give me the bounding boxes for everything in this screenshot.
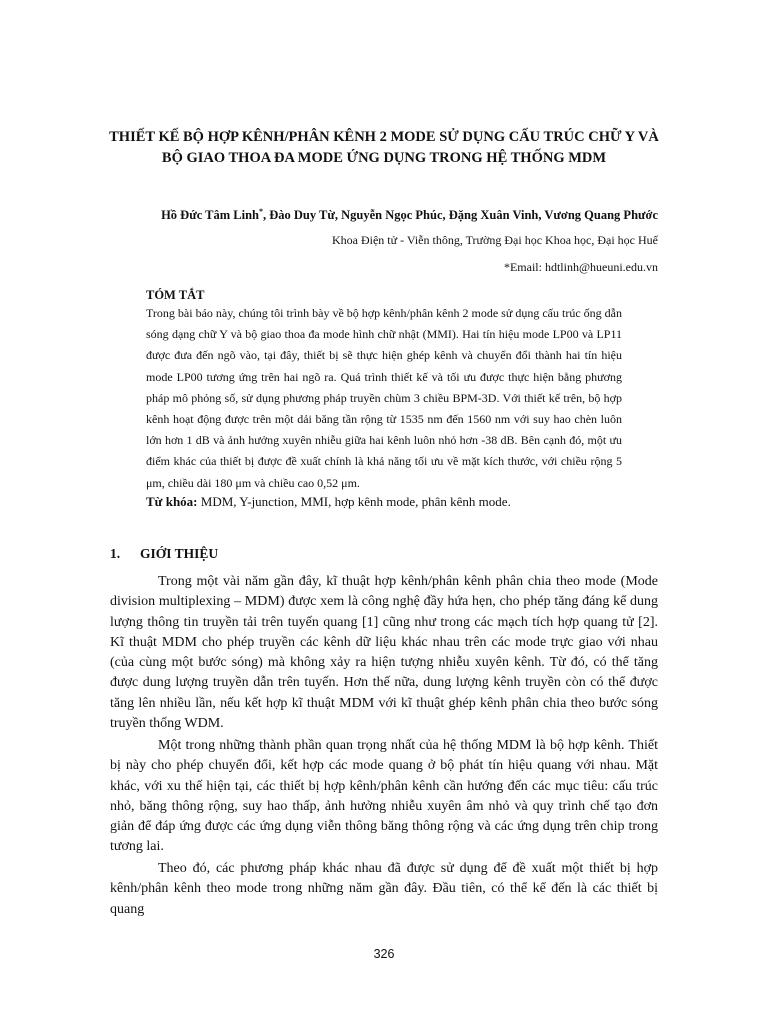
- section-number: 1.: [110, 546, 121, 561]
- first-author: Hồ Đức Tâm Linh: [161, 208, 259, 223]
- contact-email: *Email: hdtlinh@hueuni.edu.vn: [503, 260, 658, 274]
- section-title: GIỚI THIỆU: [140, 546, 219, 561]
- affiliation: Khoa Điện tử - Viễn thông, Trường Đại học Khoa học, Đại học Huế: [331, 233, 658, 247]
- body-paragraph: Một trong những thành phần quan trọng nhất của hệ thống MDM là bộ hợp kênh. Thiết bị này cho phép chuyển đổi, kết hợp các mode quang ở bộ phát tín hiệu quang với nhau. Mặt khác, với xu thế hiện tại, các thiết bị hợp kênh/phân kênh cần hướng đến các mục tiêu: cấu trúc nhỏ, băng thông rộng, suy hao thấp, ảnh hưởng nhiễu xuyên âm nhỏ và quy trình chế tạo đơn giản để đáp ứng được các ứng dụng viễn thông băng thông rộng và các ứng dụng trên chip trong tương lai.: [110, 738, 658, 855]
- page-number: 326: [373, 947, 395, 961]
- title-line-2: BỘ GIAO THOA ĐA MODE ỨNG DỤNG TRONG HỆ THỐNG MDM: [161, 150, 607, 166]
- abstract-text: Trong bài báo này, chúng tôi trình bày về bộ hợp kênh/phân kênh 2 mode sử dụng cấu trúc ống dẫn sóng dạng chữ Y và bộ giao thoa đa mode hình chữ nhật (MMI). Hai tín hiệu mode LP00 và LP11 được đưa đến ngõ vào, tại đây, thiết bị sẽ thực hiện ghép kênh và chuyển đổi thành hai tín hiệu mode LP00 tương ứng trên hai ngõ ra. Quá trình thiết kế và tối ưu được thực hiện bằng phương pháp mô phỏng số, sử dụng phương pháp truyền chùm 3 chiều BPM-3D. Với thiết kế trên, bộ hợp kênh hoạt động được trên một dải băng tần rộng từ 1535 nm đến 1560 nm với suy hao chèn luôn lớn hơn 1 dB và ảnh hưởng xuyên nhiễu giữa hai kênh luôn nhỏ hơn -38 dB. Bên cạnh đó, một ưu điểm khác của thiết bị được đề xuất chính là khả năng tối ưu về mặt kích thước, với chiều rộng 5 μm, chiều dài 180 μm và chiều cao 0,52 μm.: [146, 306, 622, 490]
- abstract-heading: TÓM TẮT: [146, 288, 205, 302]
- title-line-1: THIẾT KẾ BỘ HỢP KÊNH/PHÂN KÊNH 2 MODE SỬ DỤNG CẤU TRÚC CHỮ Y VÀ: [109, 129, 659, 145]
- keywords-label: Từ khóa:: [146, 494, 198, 509]
- other-authors: , Đào Duy Từ, Nguyễn Ngọc Phúc, Đặng Xuân Vinh, Vương Quang Phước: [263, 208, 658, 223]
- paper-title: [100, 127, 668, 169]
- keywords-text: MDM, Y-junction, MMI, hợp kênh mode, phân kênh mode.: [197, 494, 511, 509]
- body-paragraph: Theo đó, các phương pháp khác nhau đã được sử dụng để đề xuất một thiết bị hợp kênh/phân kênh theo mode trong những năm gần đây. Đầu tiên, có thể kể đến là các thiết bị quang: [110, 861, 658, 917]
- body-paragraph: Trong một vài năm gần đây, kĩ thuật hợp kênh/phân kênh phân chia theo mode (Mode division multiplexing – MDM) được xem là công nghệ đầy hứa hẹn, cho phép tăng đáng kể dung lượng thông tin truyền tải trên tuyến quang [1] cũng như trong các mạch tích hợp quang tử [2]. Kĩ thuật MDM cho phép truyền các kênh dữ liệu khác nhau trên các mode trực giao với nhau (của cùng một bước sóng) mà không xảy ra hiện tượng nhiễu xuyên kênh. Từ đó, có thể tăng được dung lượng truyền dẫn trên tuyến. Hơn thế nữa, dung lượng kênh truyền còn có thể được tăng lên nhiều lần, nếu kết hợp kĩ thuật MDM với kĩ thuật ghép kênh phân chia theo bước sóng truyền thống WDM.: [110, 574, 658, 732]
- corresponding-author-marker: *: [259, 207, 263, 216]
- section-heading: [110, 545, 218, 563]
- keywords: [146, 492, 622, 512]
- author-list: [100, 204, 658, 223]
